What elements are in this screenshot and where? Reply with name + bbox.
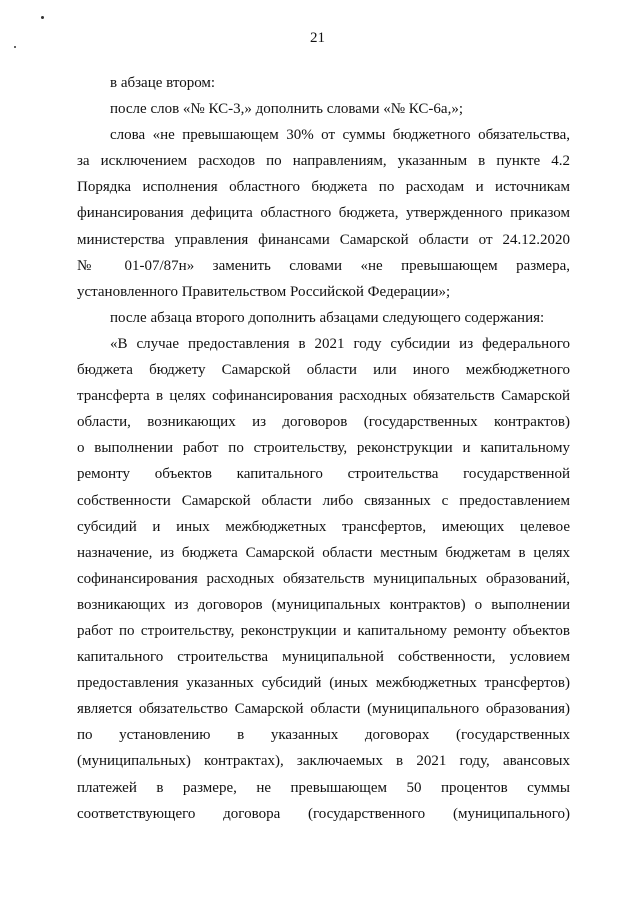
text-line: платежей в размере, не превышающем 50 процентов суммы	[77, 779, 570, 796]
text-line: соответствующего договора (государственного (муниципального)	[77, 805, 570, 822]
text-line: работ по строительству, реконструкции и капитальному ремонту объектов	[77, 622, 570, 639]
text-line: после слов «№ КС-3,» дополнить словами «№ КС-6а,»;	[110, 101, 463, 118]
text-line: в абзаце втором:	[110, 75, 216, 91]
text-line: (муниципальных) контрактах), заключаемых в 2021 году, авансовых	[77, 753, 570, 770]
text-line: софинансирования расходных обязательств муниципальных образований,	[77, 570, 570, 587]
text-line: за исключением расходов по направлениям, указанным в пункте 4.2	[77, 153, 570, 170]
text-line: субсидий и иных межбюджетных трансфертов, имеющих целевое	[77, 518, 570, 535]
text-line: по установлению в указанных договорах (государственных	[77, 727, 570, 744]
scan-speck	[41, 16, 44, 19]
text-line: Порядка исполнения областного бюджета по расходам и источникам	[77, 179, 570, 196]
text-line: установленного Правительством Российской Федерации»;	[77, 283, 451, 300]
page-number: 21	[310, 30, 325, 46]
text-line: финансирования дефицита областного бюджета, утвержденного приказом	[77, 205, 570, 222]
text-line: собственности Самарской области либо связанных с предоставлением	[77, 492, 570, 509]
text-line: возникающих из договоров (муниципальных контрактов) о выполнении	[77, 596, 570, 613]
text-line: «В случае предоставления в 2021 году субсидии из федерального	[110, 335, 570, 352]
document-body	[77, 70, 570, 827]
text-line: ремонту объектов капитального строительства государственной	[77, 466, 570, 483]
text-line: трансферта в целях софинансирования расходных обязательств Самарской	[77, 388, 570, 405]
text-line: № 01-07/87н» заменить словами «не превышающем размера,	[77, 257, 570, 274]
text-line: области, возникающих из договоров (государственных контрактов)	[77, 414, 570, 431]
text-line: министерства управления финансами Самарской области от 24.12.2020	[77, 231, 570, 248]
text-line: после абзаца второго дополнить абзацами следующего содержания:	[110, 309, 545, 326]
text-line: является обязательство Самарской области (муниципального образования)	[77, 701, 570, 718]
text-line: капитального строительства муниципальной собственности, условием	[77, 649, 570, 666]
text-line: о выполнении работ по строительству, реконструкции и капитальному	[77, 440, 570, 457]
text-line: предоставления указанных субсидий (иных межбюджетных трансфертов)	[77, 675, 570, 692]
text-line: бюджета бюджету Самарской области или иного межбюджетного	[77, 362, 570, 379]
text-line: слова «не превышающем 30% от суммы бюджетного обязательства,	[110, 127, 570, 144]
text-line: назначение, из бюджета Самарской области местным бюджетам в целях	[77, 544, 570, 561]
